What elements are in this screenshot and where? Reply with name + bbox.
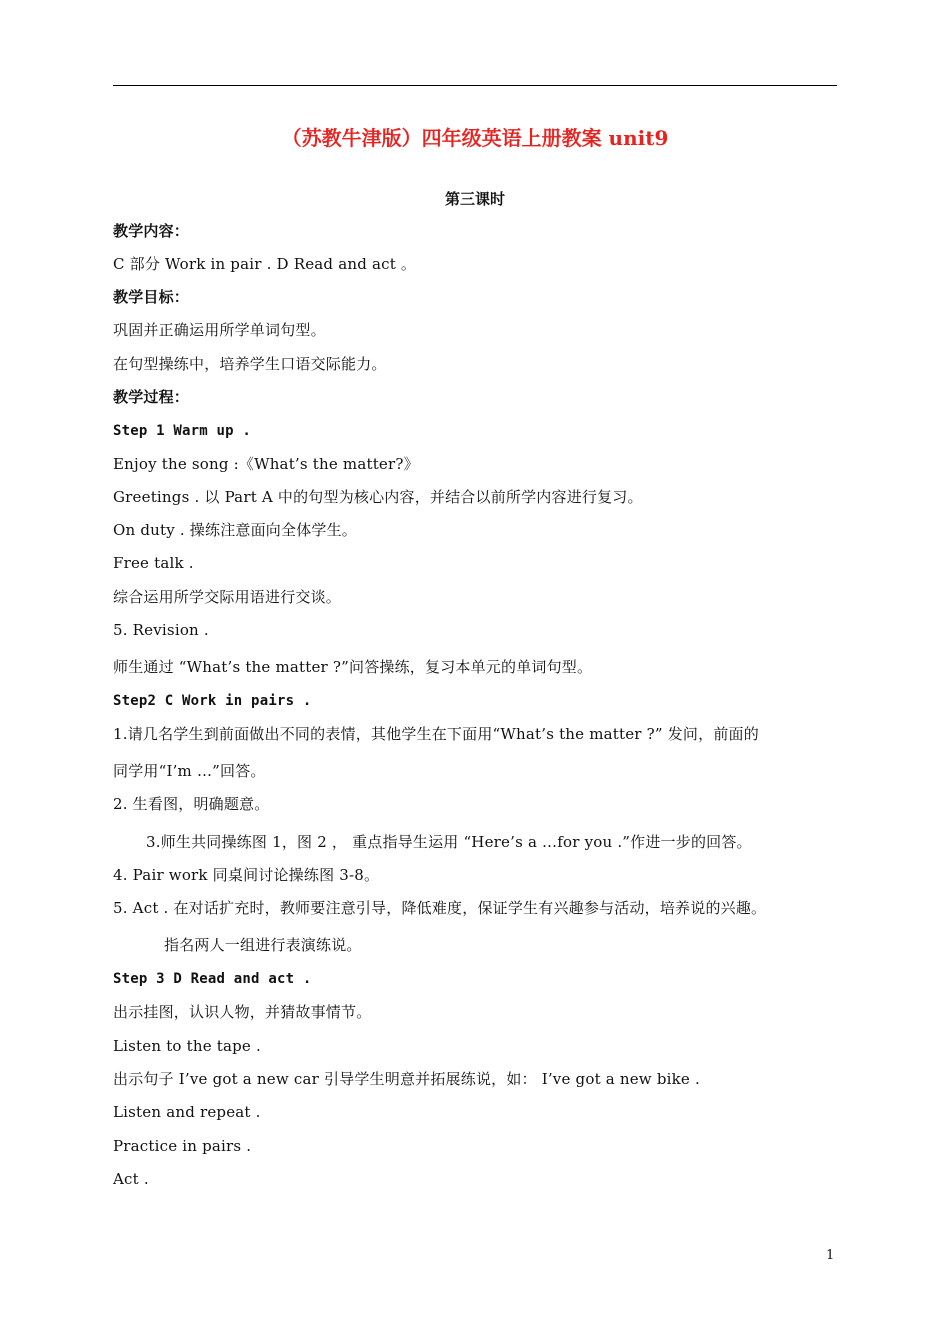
body-line: 1.请几名学生到前面做出不同的表情，其他学生在下面用“What’s the matter ?” 发问，前面的 bbox=[113, 725, 759, 743]
step-heading: Step 3 D Read and act . bbox=[113, 971, 312, 987]
body-line: 师生通过 “What’s the matter ?”问答操练，复习本单元的单词句型。 bbox=[113, 658, 593, 676]
section-heading-content: 教学内容： bbox=[113, 222, 190, 240]
body-line: 出示挂图，认识人物，并猜故事情节。 bbox=[113, 1003, 372, 1021]
body-line: 指名两人一组进行表演练说。 bbox=[164, 936, 362, 954]
body-line: 巩固并正确运用所学单词句型。 bbox=[113, 321, 326, 339]
body-line: On duty . 操练注意面向全体学生。 bbox=[113, 521, 357, 539]
document-title: （苏教牛津版）四年级英语上册教案 unit9 bbox=[281, 126, 669, 150]
body-line: 综合运用所学交际用语进行交谈。 bbox=[113, 588, 342, 606]
body-line: 2. 生看图，明确题意。 bbox=[113, 795, 270, 813]
body-line: Listen and repeat . bbox=[113, 1103, 261, 1121]
body-line: Enjoy the song :《What’s the matter?》 bbox=[113, 455, 419, 473]
step-heading: Step2 C Work in pairs . bbox=[113, 693, 312, 709]
body-line: 5. Act . 在对话扩充时，教师要注意引导，降低难度，保证学生有兴趣参与活动，培养说的兴趣。 bbox=[113, 899, 767, 917]
body-line: 4. Pair work 同桌间讨论操练图 3-8。 bbox=[113, 866, 380, 884]
body-line: Practice in pairs . bbox=[113, 1137, 252, 1155]
body-line: 出示句子 I’ve got a new car 引导学生明意并拓展练说，如： I’ve got a new bike . bbox=[113, 1070, 700, 1088]
body-line: Act . bbox=[113, 1170, 149, 1188]
section-heading-objectives: 教学目标： bbox=[113, 288, 190, 306]
header-rule bbox=[113, 85, 837, 86]
body-line: Greetings . 以 Part A 中的句型为核心内容，并结合以前所学内容进行复习。 bbox=[113, 488, 643, 506]
body-line: 5. Revision . bbox=[113, 621, 209, 639]
section-heading-process: 教学过程： bbox=[113, 388, 190, 406]
body-line: 3.师生共同操练图 1，图 2 ， 重点指导生运用 “Here’s a …for you .”作进一步的回答。 bbox=[146, 833, 752, 851]
body-line: C 部分 Work in pair . D Read and act 。 bbox=[113, 255, 417, 273]
body-line: Free talk . bbox=[113, 554, 194, 572]
body-line: 同学用“I’m …”回答。 bbox=[113, 762, 266, 780]
lesson-period: 第三课时 bbox=[444, 190, 505, 208]
body-line: 在句型操练中，培养学生口语交际能力。 bbox=[113, 355, 387, 373]
page-number: 1 bbox=[826, 1248, 835, 1263]
step-heading: Step 1 Warm up . bbox=[113, 423, 252, 439]
body-line: Listen to the tape . bbox=[113, 1037, 261, 1055]
